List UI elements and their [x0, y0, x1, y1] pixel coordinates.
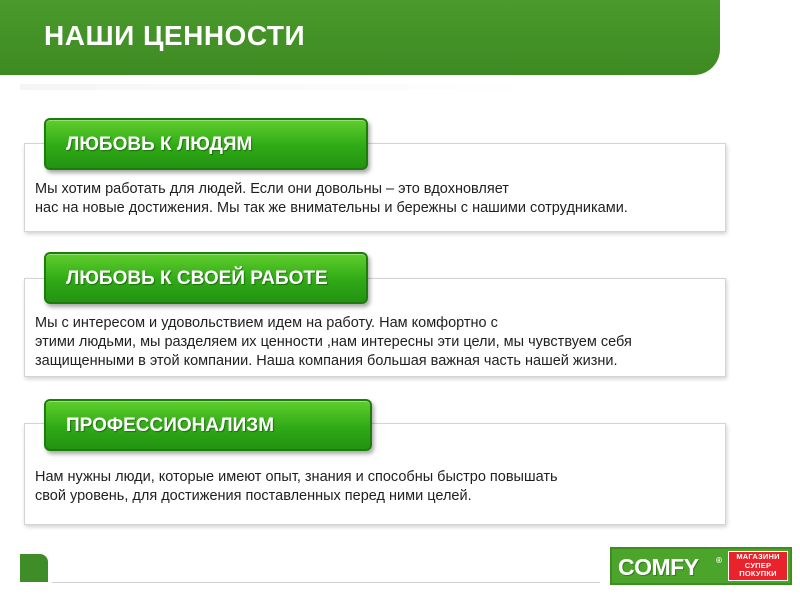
comfy-logo: [610, 547, 792, 585]
footer-divider: [52, 582, 600, 583]
value-text-line: этими людьми, мы разделяем их ценности ,нам интересны эти цели, мы чувствуем себя: [35, 334, 632, 350]
header-banner: [0, 0, 720, 75]
value-text-line: свой уровень, для достижения поставленных перед ними целей.: [35, 488, 472, 504]
value-label-love-work: [44, 252, 368, 304]
value-text-line: защищенными в этой компании. Наша компания большая важная часть нашей жизни.: [35, 353, 618, 369]
logo-brand: COMFY: [618, 554, 699, 580]
logo-tagline-line: ПОКУПКИ: [739, 569, 777, 579]
logo-tagline-line: СУПЕР: [744, 560, 772, 570]
value-label-text: ЛЮБОВЬ К ЛЮДЯМ: [66, 134, 253, 155]
logo-tagline-badge: [728, 551, 788, 581]
value-label-text: ЛЮБОВЬ К СВОЕЙ РАБОТЕ: [66, 268, 328, 289]
page-title: НАШИ ЦЕННОСТИ: [44, 20, 306, 51]
value-text-line: Мы с интересом и удовольствием идем на работу. Нам комфортно с: [35, 315, 498, 331]
value-label-love-people: [44, 118, 368, 170]
value-text-line: Нам нужны люди, которые имеют опыт, знания и способны быстро повышать: [35, 469, 558, 485]
value-text-line: нас на новые достижения. Мы так же внимательны и бережны с нашими сотрудниками.: [35, 200, 628, 216]
logo-registered-mark: ®: [716, 556, 722, 565]
logo-tagline-line: МАГАЗИНИ: [736, 552, 780, 562]
value-label-professionalism: [44, 399, 372, 451]
footer-accent-square: [20, 554, 48, 582]
value-text-line: Мы хотим работать для людей. Если они довольны – это вдохновляет: [35, 181, 509, 197]
header-divider: [20, 84, 540, 90]
value-label-text: ПРОФЕССИОНАЛИЗМ: [66, 415, 275, 436]
